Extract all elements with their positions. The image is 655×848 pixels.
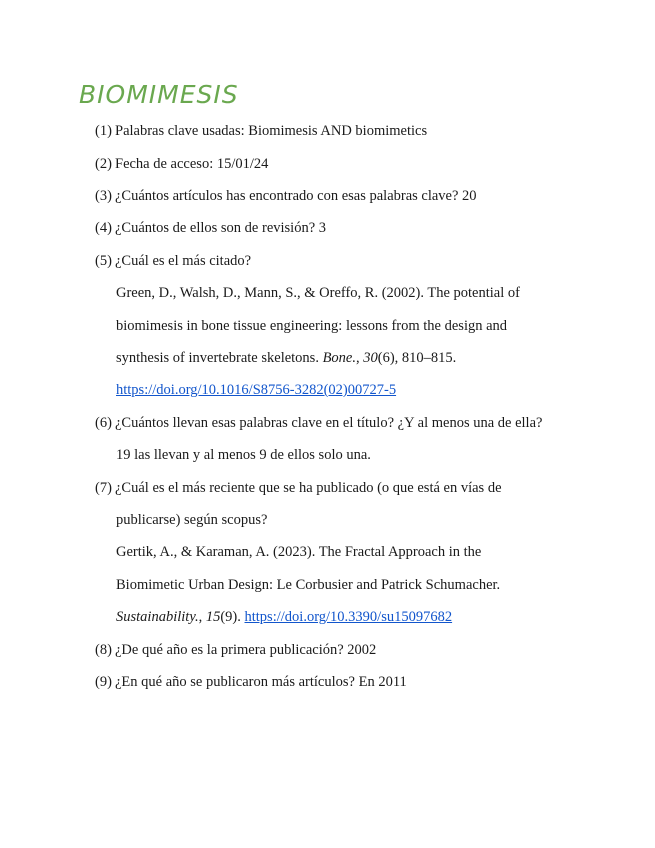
- item-7-continuation: publicarse) según scopus?: [116, 512, 268, 528]
- item-number: (3): [95, 188, 112, 204]
- citation-7-line-1: Gertik, A., & Karaman, A. (2023). The Fractal Approach in the: [116, 544, 482, 560]
- citation-separator: ,: [356, 350, 364, 366]
- list-item-5: [95, 251, 251, 271]
- item-number: (9): [95, 674, 112, 690]
- item-text: ¿Cuál es el más citado?: [115, 253, 252, 269]
- doi-link[interactable]: https://doi.org/10.1016/S8756-3282(02)00727-5: [116, 382, 397, 398]
- citation-pages: (6), 810–815.: [377, 350, 457, 366]
- journal-volume: 30: [363, 350, 378, 366]
- item-number: (6): [95, 415, 112, 431]
- list-item-2: [95, 154, 268, 174]
- item-number: (2): [95, 156, 112, 172]
- citation-text: synthesis of invertebrate skeletons.: [116, 350, 323, 366]
- item-number: (4): [95, 220, 112, 236]
- journal-name: Bone.: [322, 350, 356, 366]
- citation-5-line-3: [116, 348, 456, 368]
- answer-6: 19 las llevan y al menos 9 de ellos solo una.: [116, 447, 371, 463]
- list-item-9: [95, 672, 407, 692]
- list-item-7: [95, 478, 502, 498]
- citation-5-doi-line: [116, 380, 396, 400]
- item-text: Palabras clave usadas: Biomimesis AND biomimetics: [115, 123, 428, 139]
- list-item-4: [95, 218, 326, 238]
- citation-5-line-2: biomimesis in bone tissue engineering: lessons from the design and: [116, 318, 508, 334]
- page-title: BIOMIMESIS: [79, 80, 239, 109]
- list-item-6: [95, 413, 542, 433]
- citation-7-line-2: Biomimetic Urban Design: Le Corbusier and Patrick Schumacher.: [116, 577, 501, 593]
- item-number: (8): [95, 642, 112, 658]
- item-text: ¿Cuántos llevan esas palabras clave en el título? ¿Y al menos una de ella?: [115, 415, 543, 431]
- item-text: ¿En qué año se publicaron más artículos? En 2011: [115, 674, 407, 690]
- journal-name: Sustainability.: [116, 609, 199, 625]
- list-item-8: [95, 640, 376, 660]
- citation-issue: (9).: [220, 609, 245, 625]
- list-item-1: [95, 121, 427, 141]
- citation-7-line-3: [116, 607, 452, 627]
- item-text: Fecha de acceso: 15/01/24: [115, 156, 269, 172]
- item-text: ¿Cuántos artículos has encontrado con esas palabras clave? 20: [115, 188, 477, 204]
- journal-volume: 15: [205, 609, 221, 625]
- citation-separator: ,: [198, 609, 206, 625]
- item-number: (5): [95, 253, 112, 269]
- citation-5-line-1: Green, D., Walsh, D., Mann, S., & Oreffo, R. (2002). The potential of: [116, 285, 520, 301]
- item-text: ¿De qué año es la primera publicación? 2002: [115, 642, 377, 658]
- item-text: ¿Cuál es el más reciente que se ha publicado (o que está en vías de: [115, 480, 502, 496]
- item-text: ¿Cuántos de ellos son de revisión? 3: [115, 220, 327, 236]
- item-number: (7): [95, 480, 112, 496]
- doi-link[interactable]: https://doi.org/10.3390/su15097682: [244, 609, 453, 625]
- item-number: (1): [95, 123, 112, 139]
- list-item-3: [95, 186, 477, 206]
